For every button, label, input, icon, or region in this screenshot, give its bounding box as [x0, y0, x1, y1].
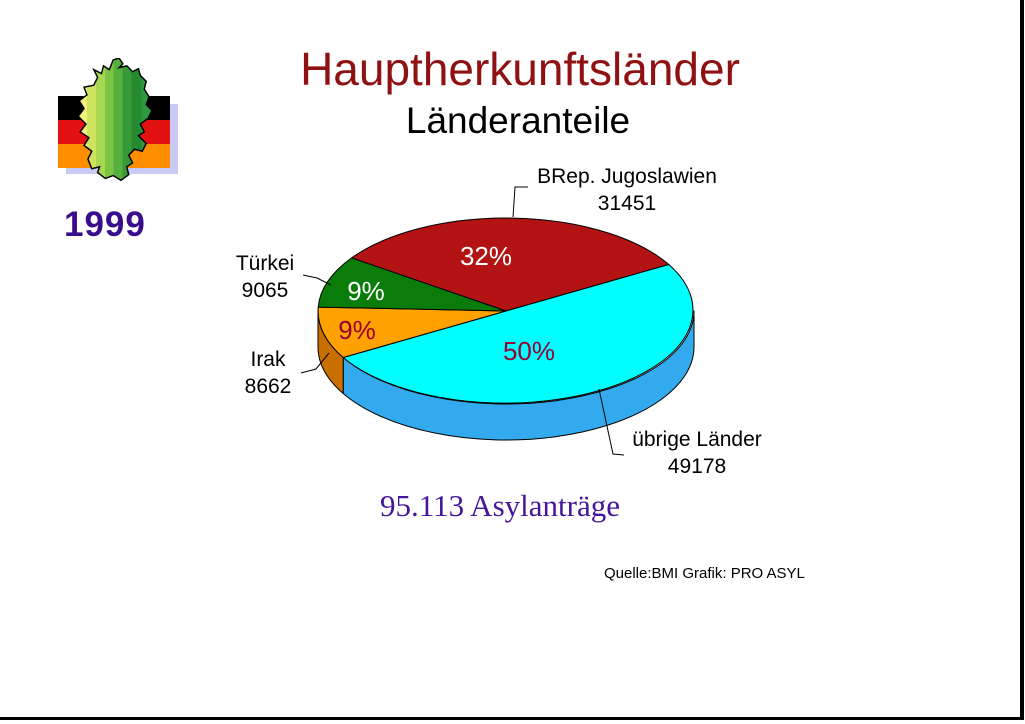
callout-irak [168, 346, 368, 400]
callout-country-label: Türkei [235, 252, 295, 275]
slice-pct-irak: 9% [338, 315, 376, 345]
callout-country-value: 31451 [597, 192, 657, 215]
callout-jugoslawien [497, 163, 757, 217]
total-asylum-label: 95.113 Asylanträge [380, 488, 620, 523]
germany-map-icon [70, 58, 168, 194]
callout-country-label: übrige Länder [632, 428, 762, 451]
slice-pct-tuerkei: 9% [347, 276, 385, 306]
callout-country-value: 49178 [667, 455, 727, 478]
slice-pct-jugoslawien: 32% [459, 241, 513, 271]
callout-country-value: 8662 [244, 375, 292, 398]
callout-uebrige-laender [567, 426, 827, 480]
source-credit: Quelle:BMI Grafik: PRO ASYL [604, 565, 805, 582]
chart-subtitle: Länderanteile [405, 100, 631, 141]
callout-country-label: Irak [250, 348, 286, 371]
year-label: 1999 [64, 205, 146, 244]
slice-pct-uebrige: 50% [502, 336, 556, 366]
callout-country-label: BRep. Jugoslawien [537, 165, 717, 188]
chart-title: Hauptherkunftsländer [300, 43, 740, 95]
callout-country-value: 9065 [241, 279, 289, 302]
